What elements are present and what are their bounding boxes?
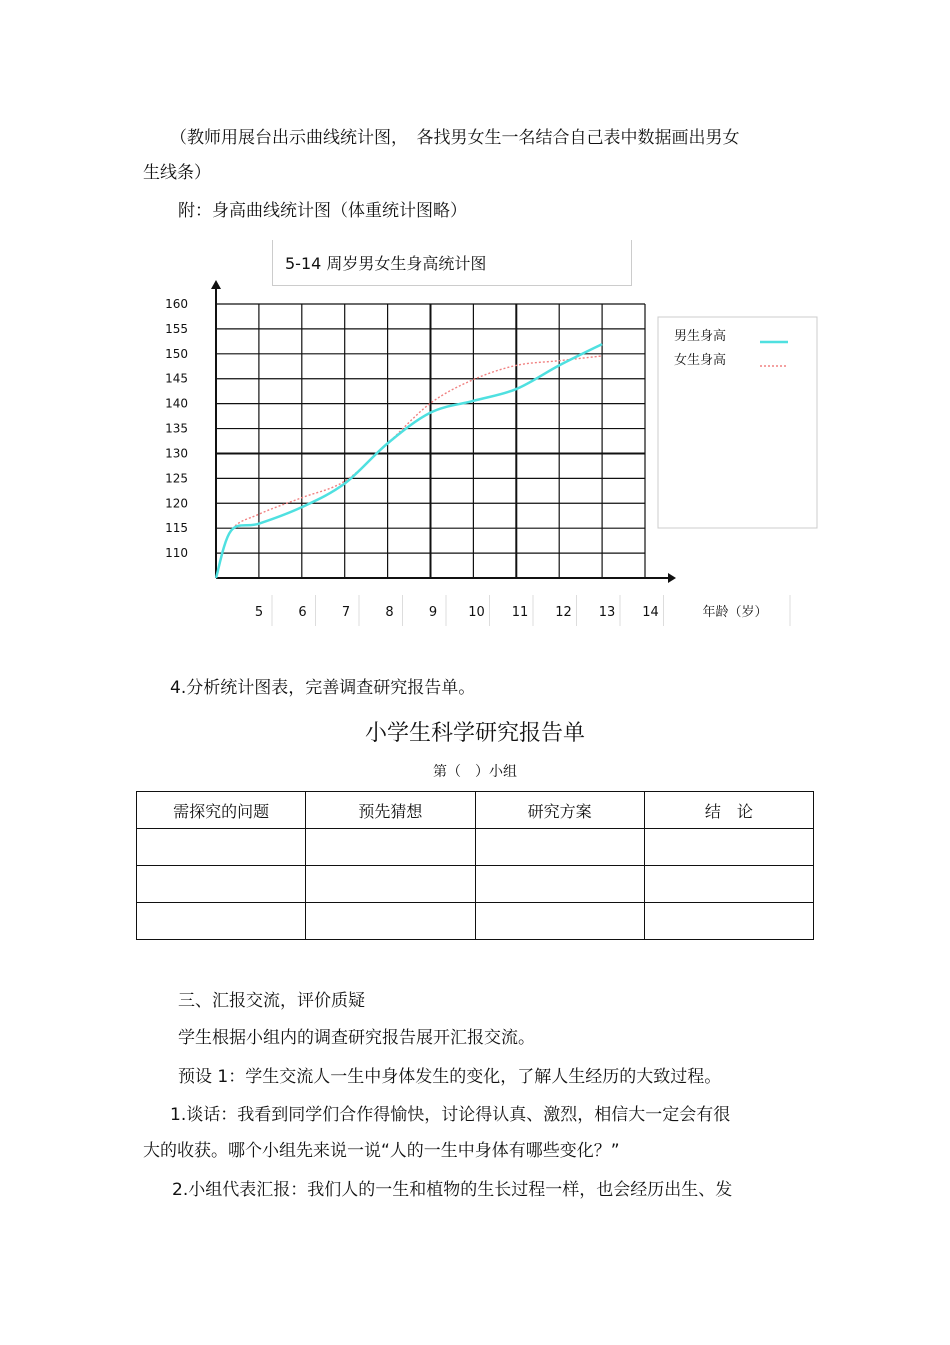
x-axis-label: 年龄（岁）	[702, 605, 768, 620]
x-tick-label: 5	[254, 605, 264, 620]
table-cell[interactable]	[306, 866, 475, 903]
table-row	[137, 903, 814, 940]
table-cell[interactable]	[475, 903, 644, 940]
table-cell[interactable]	[137, 903, 306, 940]
intro-line-1: （教师用展台出示曲线统计图， 各找男女生一名结合自己表中数据画出男女	[170, 128, 740, 148]
table-cell[interactable]	[137, 829, 306, 866]
paragraph-4: 2.小组代表汇报：我们人的一生和植物的生长过程一样，也会经历出生、发	[172, 1180, 733, 1200]
table-cell[interactable]	[644, 866, 813, 903]
header-plan: 研究方案	[475, 792, 644, 829]
y-tick-label: 115	[165, 521, 188, 536]
table-row	[137, 829, 814, 866]
header-question: 需探究的问题	[137, 792, 306, 829]
x-tick-label: 6	[298, 605, 307, 620]
table-cell[interactable]	[644, 903, 813, 940]
y-axis-arrow	[211, 280, 221, 289]
chart-title: 5-14 周岁男女生身高统计图	[285, 254, 487, 273]
paragraph-2: 预设 1：学生交流人一生中身体发生的变化，了解人生经历的大致过程。	[178, 1067, 722, 1087]
x-axis-arrow	[668, 573, 676, 583]
y-tick-label: 155	[165, 321, 188, 336]
table-cell[interactable]	[306, 829, 475, 866]
y-tick-label: 145	[165, 371, 188, 386]
paragraph-3a: 1.谈话：我看到同学们合作得愉快，讨论得认真、激烈，相信大一定会有很	[170, 1105, 731, 1125]
table-cell[interactable]	[137, 866, 306, 903]
y-tick-label: 150	[165, 346, 188, 361]
table-cell[interactable]	[475, 866, 644, 903]
header-conclusion: 结 论	[644, 792, 813, 829]
y-tick-label: 140	[165, 396, 188, 411]
x-tick-label: 12	[555, 605, 572, 620]
report-title: 小学生科学研究报告单	[364, 721, 585, 746]
legend-label: 男生身高	[674, 329, 727, 344]
table-row	[137, 866, 814, 903]
x-tick-label: 7	[341, 605, 351, 620]
x-tick-label: 14	[642, 605, 659, 620]
y-tick-label: 110	[165, 546, 188, 561]
legend-label: 女生身高	[674, 353, 727, 368]
table-cell[interactable]	[644, 829, 813, 866]
y-tick-label: 160	[165, 297, 188, 311]
report-table	[136, 791, 814, 940]
chart-appendix-note: 附：身高曲线统计图（体重统计图略）	[178, 201, 467, 221]
legend-box	[658, 317, 817, 528]
intro-line-2: 生线条）	[143, 163, 211, 183]
x-tick-label: 9	[428, 605, 438, 620]
series-line-girls	[216, 356, 602, 578]
y-tick-label: 125	[165, 471, 188, 486]
section-3-heading: 三、汇报交流，评价质疑	[178, 991, 365, 1011]
table-cell[interactable]	[475, 829, 644, 866]
header-hypothesis: 预先猜想	[306, 792, 475, 829]
x-tick-label: 10	[468, 605, 485, 620]
report-header-row	[137, 792, 814, 829]
x-tick-label: 8	[385, 605, 394, 620]
table-cell[interactable]	[306, 903, 475, 940]
y-tick-label: 120	[165, 496, 188, 511]
y-tick-label: 135	[165, 421, 188, 436]
report-group-line: 第（ ）小组	[433, 764, 517, 780]
y-tick-label: 130	[165, 446, 188, 461]
paragraph-3b: 大的收获。哪个小组先来说一说“人的一生中身体有哪些变化？”	[143, 1141, 620, 1161]
section-4-text: 4.分析统计图表，完善调查研究报告单。	[170, 678, 476, 698]
x-tick-label: 11	[511, 605, 529, 620]
paragraph-1: 学生根据小组内的调查研究报告展开汇报交流。	[178, 1028, 535, 1048]
x-tick-label: 13	[598, 605, 616, 620]
